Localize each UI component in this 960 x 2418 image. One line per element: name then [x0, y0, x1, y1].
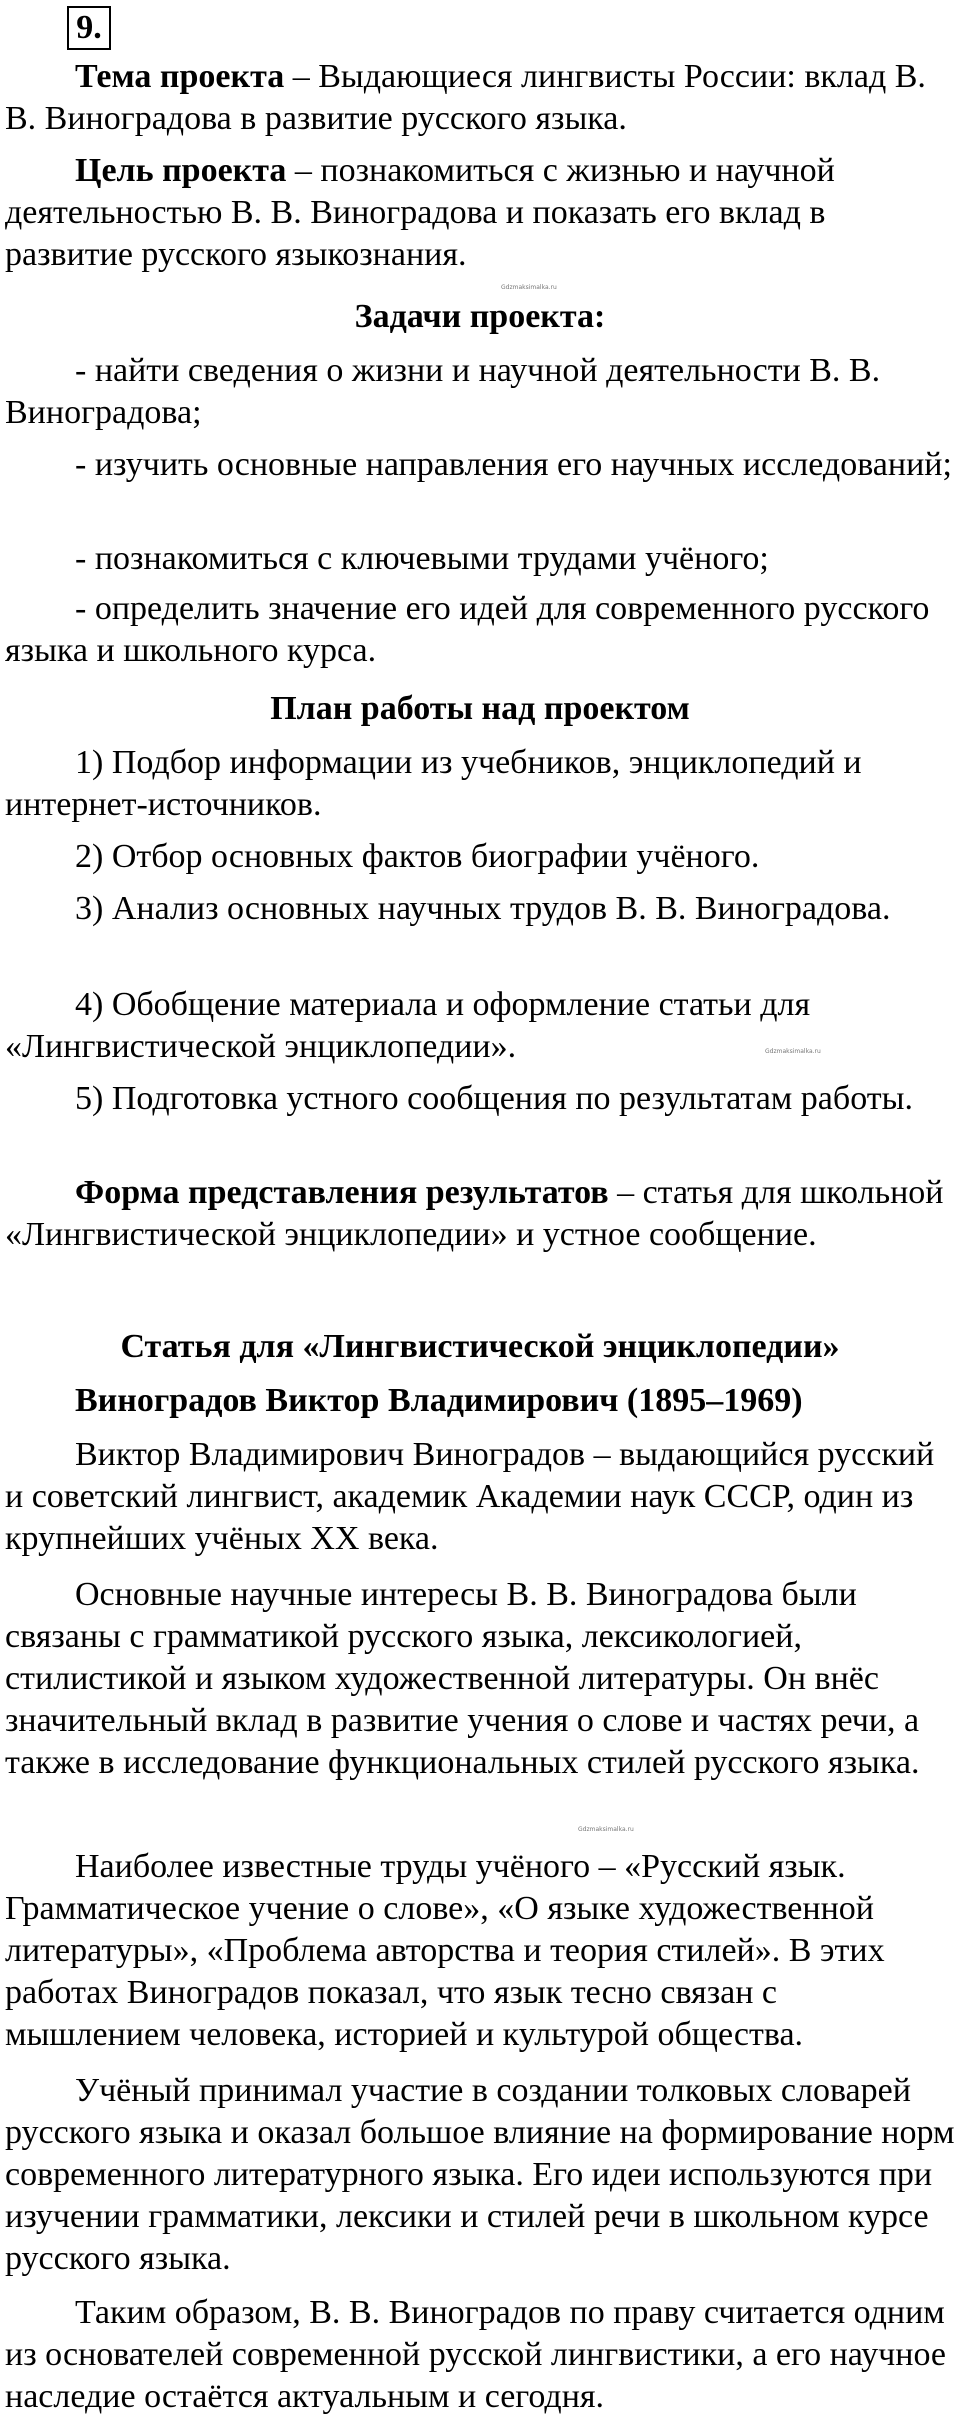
results-format: [5, 1172, 955, 1256]
plan-item: 4) Обобщение материала и оформление статьи для «Лингвистической энциклопедии».: [5, 986, 811, 1065]
watermark-text: Gdzmaksimalka.ru: [501, 284, 557, 291]
article-heading: Статья для «Лингвистической энциклопедии»: [120, 1328, 840, 1365]
project-theme-label: Тема проекта: [75, 58, 285, 95]
results-format-label: Форма представления результатов: [75, 1174, 609, 1211]
article-paragraph: Наиболее известные труды учёного – «Русский язык. Грамматическое учение о слове», «О языке художественной литературы», «Проблема авторства и теория стилей». В этих работах Виноградов показал, что язык тесно связан с мышлением человека, историей и культурой общества.: [5, 1848, 885, 2053]
project-goal-text: – познакомиться с жизнью и научной деятельностью В. В. Виноградова и показать его вклад в развитие русского языкознания.: [5, 152, 835, 273]
project-theme-text: – Выдающиеся лингвисты России: вклад В. В. Виноградова в развитие русского языка.: [5, 58, 926, 137]
task-item: - найти сведения о жизни и научной деятельности В. В. Виноградова;: [5, 352, 881, 431]
tasks-heading: Задачи проекта:: [354, 298, 606, 335]
article-paragraph: Основные научные интересы В. В. Виноградова были связаны с грамматикой русского языка, лексикологией, стилистикой и языком художественной литературы. Он внёс значительный вклад в развитие учения о слове и частях речи, а также в исследование функциональных стилей русского языка.: [5, 1576, 920, 1781]
project-goal-label: Цель проекта: [75, 152, 287, 189]
plan-item: 5) Подготовка устного сообщения по результатам работы.: [75, 1080, 913, 1117]
task-number-box: 9.: [67, 6, 111, 50]
article-paragraph: Учёный принимал участие в создании толковых словарей русского языка и оказал большое влияние на формирование норм современного литературного языка. Его идеи используются при изучении грамматики, лексики и стилей речи в школьном курсе русского языка.: [5, 2072, 955, 2277]
watermark-text: Gdzmaksimalka.ru: [765, 1048, 821, 1055]
task-item: - познакомиться с ключевыми трудами учёного;: [75, 540, 769, 577]
article-paragraph: Таким образом, В. В. Виноградов по праву считается одним из основателей современной русской лингвистики, а его научное наследие остаётся актуальным и сегодня.: [5, 2294, 946, 2415]
watermark-text: Gdzmaksimalka.ru: [578, 1826, 634, 1833]
article-subheading: Виноградов Виктор Владимирович (1895–1969): [75, 1382, 803, 1419]
plan-item: 2) Отбор основных фактов биографии учёного.: [75, 838, 760, 875]
task-item: - изучить основные направления его научных исследований;: [75, 446, 952, 483]
plan-item: 1) Подбор информации из учебников, энциклопедий и интернет-источников.: [5, 744, 862, 823]
plan-item: 3) Анализ основных научных трудов В. В. Виноградова.: [75, 890, 891, 927]
project-goal: [5, 150, 955, 276]
plan-heading: План работы над проектом: [270, 690, 690, 727]
article-paragraph: Виктор Владимирович Виноградов – выдающийся русский и советский лингвист, академик Академии наук СССР, один из крупнейших учёных XX века.: [5, 1436, 935, 1557]
task-item: - определить значение его идей для современного русского языка и школьного курса.: [5, 590, 930, 669]
project-theme: [5, 56, 955, 140]
results-format-text: – статья для школьной «Лингвистической энциклопедии» и устное сообщение.: [5, 1174, 944, 1253]
